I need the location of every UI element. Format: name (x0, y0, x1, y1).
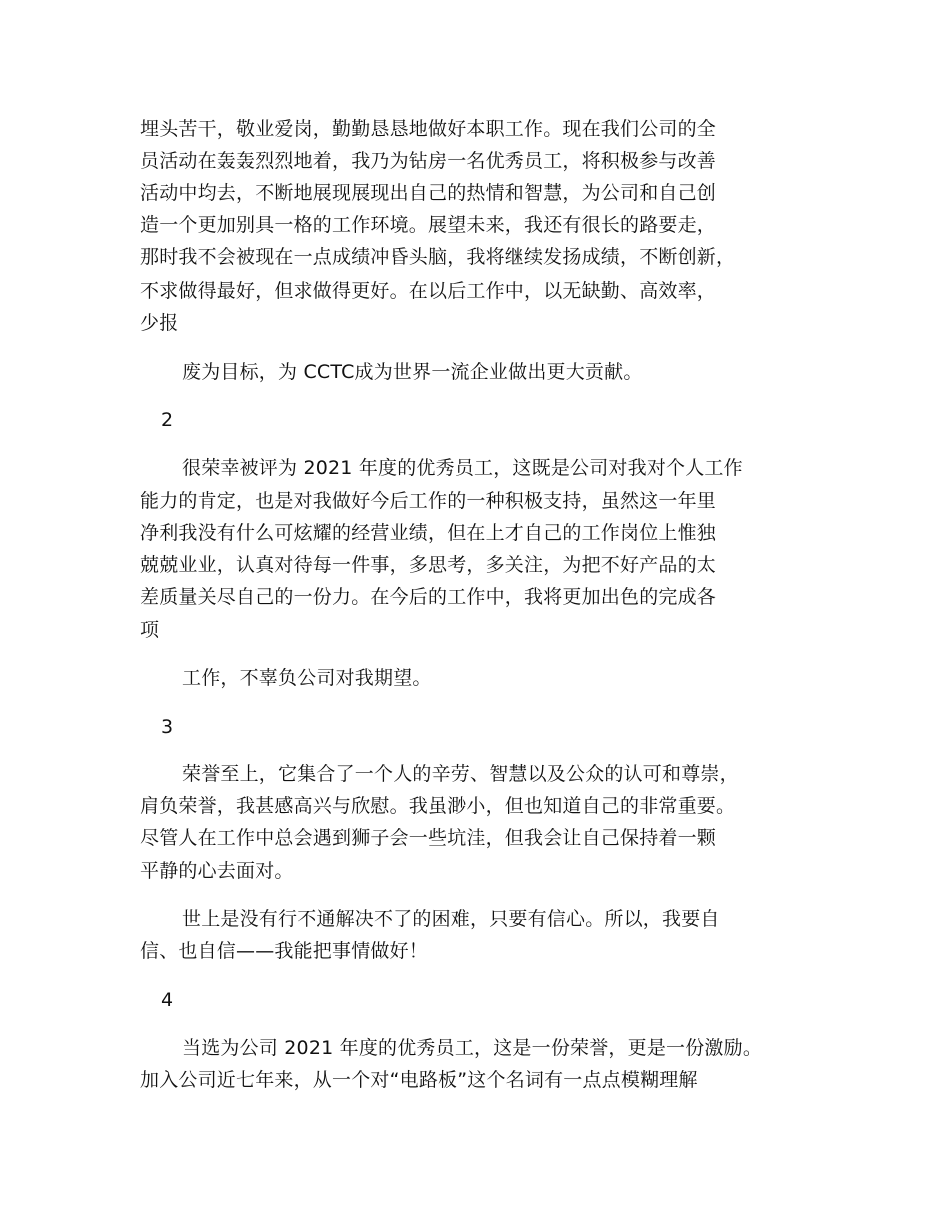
section-number: 3 (161, 716, 174, 738)
text-line: 平静的心去面对。 (140, 860, 294, 882)
text-line: 差质量关尽自己的一份力。在今后的工作中，我将更加出色的完成各 (140, 586, 717, 608)
text-line: 员活动在轰轰烈烈地着，我乃为钻房一名优秀员工，将积极参与改善 (140, 150, 717, 172)
text-line: 项 (140, 619, 160, 641)
text-line: 很荣幸被评为 2021 年度的优秀员工，这既是公司对我对个人工作 (182, 457, 743, 479)
text-line: 工作，不辜负公司对我期望。 (182, 667, 432, 689)
section-number: 2 (161, 409, 174, 431)
text-line: 不求做得最好，但求做得更好。在以后工作中，以无缺勤、高效率， (140, 280, 717, 302)
text-line: 埋头苦干，敬业爱岗，勤勤恳恳地做好本职工作。现在我们公司的全 (140, 118, 717, 140)
text-line: 世上是没有行不通解决不了的困难，只要有信心。所以，我要自 (182, 908, 720, 930)
text-line: 那时我不会被现在一点成绩冲昏头脑，我将继续发扬成绩，不断创新， (140, 246, 736, 268)
text-line: 荣誉至上，它集合了一个人的辛劳、智慧以及公众的认可和尊崇， (182, 763, 739, 785)
text-line: 兢兢业业，认真对待每一件事，多思考，多关注，为把不好产品的太 (140, 554, 717, 576)
text-line: 少报 (140, 312, 179, 334)
text-line: 尽管人在工作中总会遇到狮子会一些坑洼，但我会让自己保持着一颗 (140, 827, 717, 849)
text-line: 造一个更加别具一格的工作环境。展望未来，我还有很长的路要走， (140, 214, 717, 236)
text-line: 肩负荣誉，我甚感高兴与欣慰。我虽渺小，但也知道自己的非常重要。 (140, 795, 736, 817)
text-line: 净利我没有什么可炫耀的经营业绩，但在上才自己的工作岗位上惟独 (140, 522, 717, 544)
section-number: 4 (161, 989, 174, 1011)
text-line: 能力的肯定，也是对我做好今后工作的一种积极支持，虽然这一年里 (140, 490, 717, 512)
text-line: 废为目标，为 CCTC成为世界一流企业做出更大贡献。 (182, 361, 643, 383)
text-line: 信、也自信——我能把事情做好！ (140, 940, 429, 962)
text-line: 活动中均去，不断地展现展现出自己的热情和智慧，为公司和自己创 (140, 182, 717, 204)
text-line: 当选为公司 2021 年度的优秀员工，这是一份荣誉，更是一份激励。 (182, 1037, 763, 1059)
text-line: 加入公司近七年来，从一个对“电路板”这个名词有一点点模糊理解 (140, 1069, 698, 1091)
